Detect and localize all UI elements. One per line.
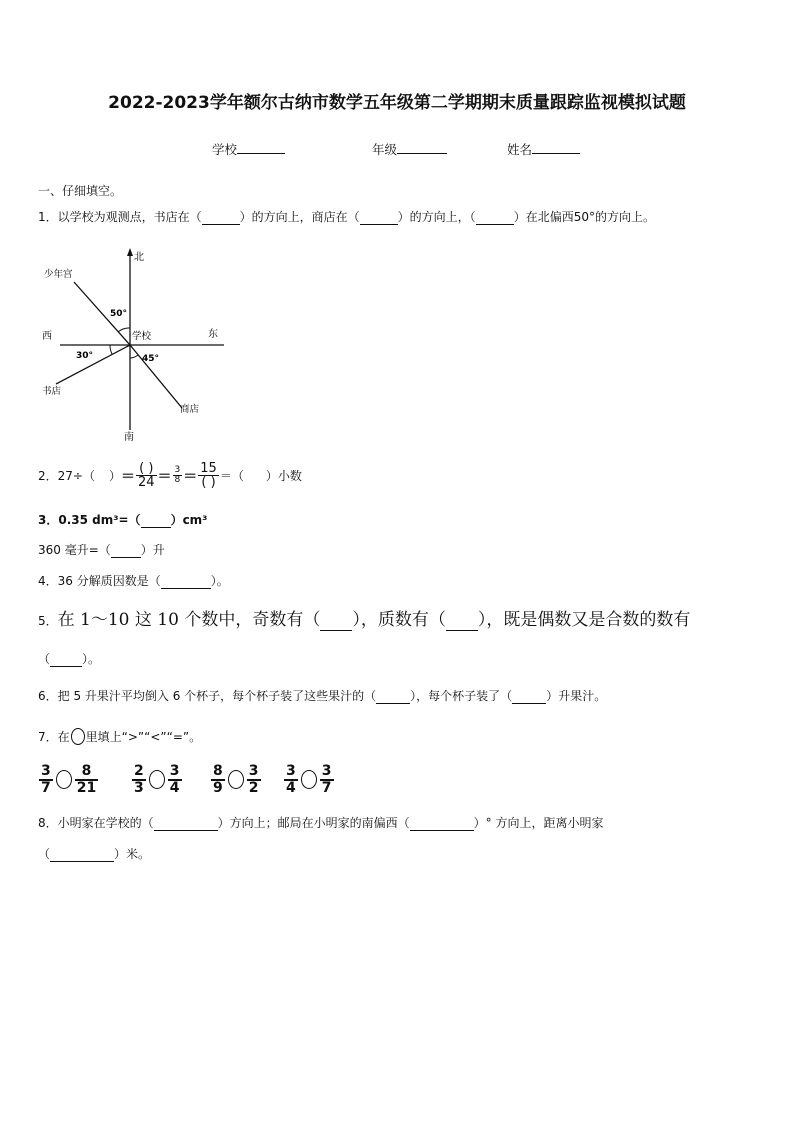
arc-30 [110,345,112,354]
q6-number: 6． [38,689,58,703]
question-5-line-2: （ ）。 [38,652,101,666]
west-label: 西 [42,331,52,342]
q8-number: 8． [38,816,58,830]
grade-label: 年级 [372,142,398,157]
east-label: 东 [208,329,218,340]
oval-icon [71,728,85,745]
name-label: 姓名 [507,142,533,157]
bookstore-label: 书店 [42,386,62,397]
youth-palace-label: 少年宫 [44,269,73,280]
compare-oval-1[interactable] [56,770,72,789]
angle-45-label: 45° [142,354,160,364]
question-7: 7． 在 里填上“>”“<”“=”。 [38,730,202,744]
q5-blank-1[interactable] [320,610,352,631]
question-4: 4．36 分解质因数是（ ）。 [38,574,229,588]
arc-50 [118,328,130,332]
compare-oval-4[interactable] [301,770,317,789]
school-blank[interactable] [237,141,285,154]
q5-blank-2[interactable] [446,610,478,631]
question-1: 1．以学校为观测点，书店在（ ）的方向上，商店在（ ）的方向上，（ ）在北偏西50°的方向上。 [38,210,655,224]
grade-field [372,140,447,158]
angle-30-label: 30° [76,351,94,361]
name-blank[interactable] [532,141,580,154]
name-field [507,140,580,158]
school-label: 学校 [212,142,238,157]
q3-blank-2[interactable] [111,543,141,558]
north-label: 北 [134,252,144,263]
angle-50-label: 50° [110,309,128,319]
compare-pair-2: $\frac{2}{3}$ $\frac{3}{4}$ [134,763,180,796]
q6-blank-1[interactable] [376,689,410,704]
grade-blank[interactable] [397,141,447,154]
q5-number: 5． [38,614,58,628]
q2-fraction-3: $\frac{15}{( )}$ [200,461,217,490]
q1-blank-1[interactable] [202,210,240,225]
section-heading: 一、仔细填空。 [38,184,123,198]
store-label: 商店 [180,404,200,415]
question-3-line-2: 360 毫升=（ ）升 [38,543,165,557]
school-field [212,140,285,158]
q3-blank-1[interactable] [141,513,171,528]
south-label: 南 [124,432,134,443]
q2-number: 2． [38,469,58,483]
compare-oval-2[interactable] [149,770,165,789]
compare-oval-3[interactable] [228,770,244,789]
q1-blank-3[interactable] [476,210,514,225]
compare-pair-3: $\frac{8}{9}$ $\frac{3}{2}$ [213,763,259,796]
q8-blank-1[interactable] [154,816,218,831]
q4-number: 4． [38,574,58,588]
compass-diagram [38,244,238,444]
question-2: 2． 27÷（ ） ＝ $\frac{( )}{24}$ ＝ $\frac{3}{8}$ ＝ $\frac{15}{( )}$ ＝（ ）小数 [38,461,302,490]
north-arrow-icon [127,248,133,256]
q1-number: 1． [38,210,58,224]
arc-45 [130,355,138,358]
q1-blank-2[interactable] [360,210,398,225]
q5-blank-3[interactable] [50,652,82,667]
q8-blank-2[interactable] [410,816,474,831]
question-3-line-1: 3．0.35 dm³=（ ）cm³ [38,513,208,527]
question-8-line-2: （ ）米。 [38,847,151,861]
question-5-line-1: 5．在 1～10 这 10 个数中，奇数有（ ），质数有（ ），既是偶数又是合数的数有 [38,610,691,630]
page-title: 2022-2023学年额尔古纳市数学五年级第二学期期末质量跟踪监视模拟试题 [108,93,686,113]
compare-pair-4: $\frac{3}{4}$ $\frac{3}{7}$ [286,763,332,796]
compare-pair-1: $\frac{3}{7}$ $\frac{8}{21}$ [41,763,97,796]
q3-number: 3． [38,513,59,527]
q2-fraction-1: $\frac{( )}{24}$ [137,461,155,490]
q6-blank-2[interactable] [512,689,546,704]
school-center-label: 学校 [132,331,152,342]
q7-number: 7． [38,730,58,744]
question-8-line-1: 8．小明家在学校的（ ）方向上；邮局在小明家的南偏西（ ）° 方向上，距离小明家 [38,816,604,830]
q4-blank[interactable] [161,574,211,589]
q2-fraction-2: $\frac{3}{8}$ [174,465,181,485]
q8-blank-3[interactable] [50,847,114,862]
question-6: 6．把 5 升果汁平均倒入 6 个杯子，每个杯子装了这些果汁的（ ），每个杯子装了（ ）升果汁。 [38,689,607,703]
